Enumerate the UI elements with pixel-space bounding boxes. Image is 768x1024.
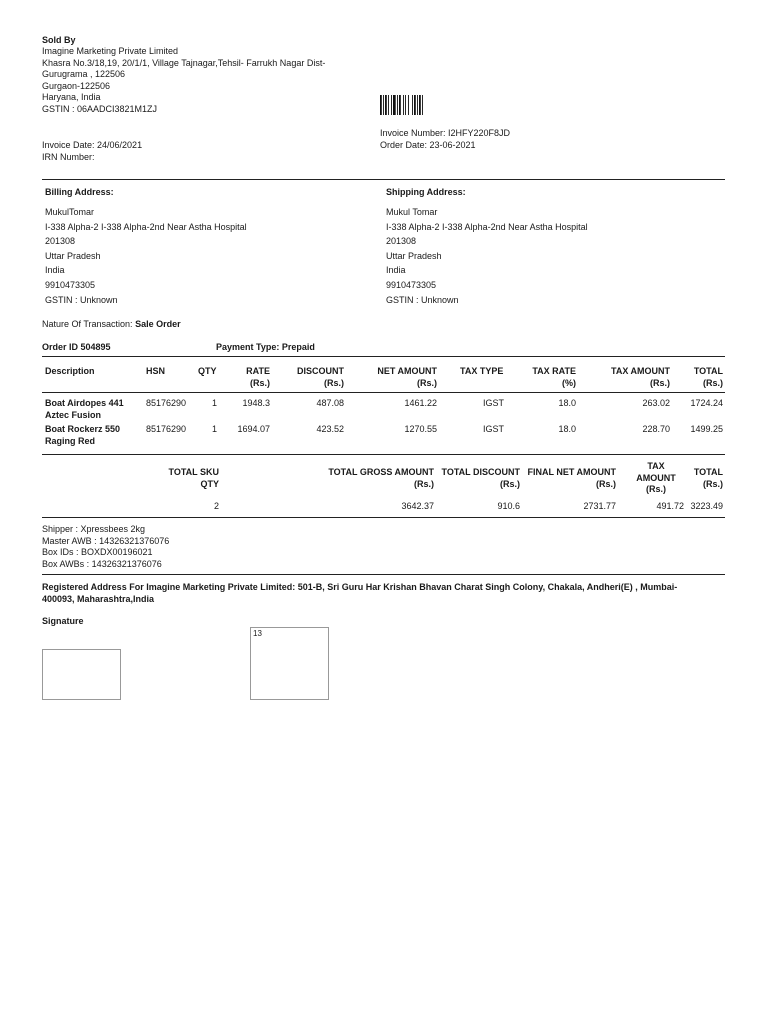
box-count-number: 13 bbox=[253, 629, 262, 638]
box-count-box bbox=[250, 627, 329, 700]
registered-address-line: 400093, Maharashtra,India bbox=[42, 593, 155, 604]
row-qty: 1 bbox=[212, 398, 218, 408]
seller-line: Imagine Marketing Private Limited bbox=[42, 46, 179, 56]
invoice-number: Invoice Number: I2HFY220F8JD bbox=[380, 128, 511, 138]
row-rate: 1694.07 bbox=[237, 424, 270, 434]
row-description bbox=[45, 424, 120, 447]
col-rate bbox=[200, 366, 270, 389]
seller-line: Gurgaon-122506 bbox=[42, 80, 111, 91]
shipping-address bbox=[386, 205, 588, 307]
master-awb: Master AWB : 14326321376076 bbox=[42, 535, 170, 546]
shipping-line: Mukul Tomar bbox=[386, 207, 438, 217]
total-discount-unit: (Rs.) bbox=[500, 478, 520, 489]
row-discount: 487.08 bbox=[316, 398, 344, 408]
total-sku-qty-header bbox=[140, 467, 219, 490]
total-sku-qty-label: QTY bbox=[200, 478, 219, 489]
final-net-header bbox=[520, 467, 616, 490]
seller-line: Haryana, India bbox=[42, 92, 101, 103]
box-ids: Box IDs : BOXDX00196021 bbox=[42, 547, 153, 558]
seller-line: Gurugrama , 122506 bbox=[42, 69, 126, 80]
col-tax-rate bbox=[506, 366, 576, 389]
seller-heading: Sold By bbox=[42, 35, 76, 45]
total-discount-value: 910.6 bbox=[497, 501, 520, 511]
total-gross-header bbox=[300, 467, 434, 490]
row-tax-amount: 228.70 bbox=[642, 424, 670, 434]
irn-number: IRN Number: bbox=[42, 151, 95, 162]
row-description-line: Boat Rockerz 550 bbox=[45, 424, 121, 434]
total-sku-qty-value: 2 bbox=[213, 501, 219, 511]
col-net-amount-unit: (Rs.) bbox=[417, 377, 437, 388]
col-total-unit: (Rs.) bbox=[703, 377, 723, 388]
shipping-line: 9910473305 bbox=[386, 279, 437, 290]
signature-label: Signature bbox=[42, 616, 84, 626]
divider bbox=[42, 392, 725, 393]
col-discount-unit: (Rs.) bbox=[324, 377, 344, 388]
col-hsn: HSN bbox=[146, 366, 166, 376]
order-date: Order Date: 23-06-2021 bbox=[380, 139, 476, 150]
col-total-label: TOTAL bbox=[693, 366, 723, 376]
billing-line: I-338 Alpha-2 I-338 Alpha-2nd Near Astha Hospital bbox=[45, 221, 247, 232]
divider bbox=[42, 356, 725, 357]
billing-line: MukulTomar bbox=[45, 207, 95, 217]
row-discount: 423.52 bbox=[316, 424, 344, 434]
row-tax-rate: 18.0 bbox=[558, 398, 576, 408]
total-tax-unit: (Rs.) bbox=[646, 484, 666, 494]
shipping-line: I-338 Alpha-2 I-338 Alpha-2nd Near Astha Hospital bbox=[386, 221, 588, 232]
total-sku-qty-label: TOTAL SKU bbox=[168, 467, 219, 477]
total-gross-label: TOTAL GROSS AMOUNT bbox=[328, 467, 434, 477]
invoice-info bbox=[380, 128, 510, 151]
invoice-date: Invoice Date: 24/06/2021 bbox=[42, 140, 143, 150]
total-gross-unit: (Rs.) bbox=[414, 478, 434, 489]
row-description-line: Boat Airdopes 441 bbox=[45, 398, 124, 408]
grand-total-value: 3223.49 bbox=[690, 501, 723, 511]
row-total: 1724.24 bbox=[690, 398, 723, 408]
row-hsn: 85176290 bbox=[146, 398, 187, 408]
barcode-image bbox=[380, 95, 438, 115]
row-net-amount: 1461.22 bbox=[404, 398, 437, 408]
transaction-value: Sale Order bbox=[135, 319, 181, 329]
total-tax-label: AMOUNT bbox=[636, 472, 676, 483]
billing-heading: Billing Address: bbox=[45, 187, 114, 197]
col-rate-unit: (Rs.) bbox=[250, 377, 270, 388]
divider bbox=[42, 454, 725, 455]
billing-line: 9910473305 bbox=[45, 279, 96, 290]
col-rate-label: RATE bbox=[246, 366, 270, 376]
col-total bbox=[670, 366, 723, 389]
col-discount bbox=[270, 366, 344, 389]
row-description-line: Aztec Fusion bbox=[45, 409, 102, 420]
billing-line: India bbox=[45, 265, 65, 276]
col-net-amount-label: NET AMOUNT bbox=[377, 366, 437, 376]
total-discount-label: TOTAL DISCOUNT bbox=[441, 467, 520, 477]
grand-total-label: TOTAL bbox=[693, 467, 723, 477]
col-tax-type: TAX TYPE bbox=[460, 366, 504, 376]
transaction-nature bbox=[42, 319, 181, 329]
total-discount-header bbox=[434, 467, 520, 490]
col-qty: QTY bbox=[198, 366, 217, 376]
registered-address bbox=[42, 582, 732, 605]
total-gross-value: 3642.37 bbox=[401, 501, 434, 511]
row-net-amount: 1270.55 bbox=[404, 424, 437, 434]
final-net-value: 2731.77 bbox=[583, 501, 616, 511]
seller-address bbox=[42, 46, 325, 116]
row-total: 1499.25 bbox=[690, 424, 723, 434]
invoice-dates bbox=[42, 140, 142, 163]
col-tax-rate-label: TAX RATE bbox=[532, 366, 576, 376]
billing-address bbox=[45, 205, 247, 307]
row-tax-amount: 263.02 bbox=[642, 398, 670, 408]
billing-line: GSTIN : Unknown bbox=[45, 294, 118, 305]
seller-gstin: GSTIN : 06AADCI3821M1ZJ bbox=[42, 103, 158, 114]
billing-line: 201308 bbox=[45, 236, 76, 247]
col-tax-amount bbox=[590, 366, 670, 389]
billing-line: Uttar Pradesh bbox=[45, 250, 101, 261]
row-description-line: Raging Red bbox=[45, 435, 96, 446]
col-discount-label: DISCOUNT bbox=[297, 366, 344, 376]
grand-total-header bbox=[684, 467, 723, 490]
row-tax-rate: 18.0 bbox=[558, 424, 576, 434]
shipment-info bbox=[42, 524, 169, 570]
col-description: Description bbox=[45, 366, 95, 376]
row-qty: 1 bbox=[212, 424, 218, 434]
total-tax-value: 491.72 bbox=[656, 501, 684, 511]
shipping-line: GSTIN : Unknown bbox=[386, 294, 459, 305]
row-description bbox=[45, 398, 124, 421]
final-net-unit: (Rs.) bbox=[596, 478, 616, 489]
total-tax-header bbox=[628, 461, 684, 496]
divider bbox=[42, 574, 725, 575]
shipping-heading: Shipping Address: bbox=[386, 187, 466, 197]
registered-address-line: Registered Address For Imagine Marketing Private Limited: 501-B, Sri Guru Har Krishan Bhavan Charat Singh Colony, Chakala, Andheri(E) , Mumbai- bbox=[42, 582, 678, 592]
shipping-line: 201308 bbox=[386, 236, 417, 247]
row-tax-type: IGST bbox=[483, 398, 505, 408]
transaction-label: Nature Of Transaction: bbox=[42, 319, 133, 329]
grand-total-unit: (Rs.) bbox=[703, 478, 723, 489]
seller-line: Khasra No.3/18,19, 20/1/1, Village Tajnagar,Tehsil- Farrukh Nagar Dist- bbox=[42, 57, 326, 68]
signature-box bbox=[42, 649, 121, 700]
shipper: Shipper : Xpressbees 2kg bbox=[42, 524, 146, 534]
shipping-line: Uttar Pradesh bbox=[386, 250, 442, 261]
col-tax-rate-unit: (%) bbox=[562, 377, 576, 388]
order-id: Order ID 504895 bbox=[42, 342, 111, 352]
row-hsn: 85176290 bbox=[146, 424, 187, 434]
payment-type: Payment Type: Prepaid bbox=[216, 342, 315, 352]
divider bbox=[42, 517, 725, 518]
row-rate: 1948.3 bbox=[242, 398, 270, 408]
total-tax-label: TAX bbox=[647, 461, 665, 471]
col-tax-amount-unit: (Rs.) bbox=[650, 377, 670, 388]
col-net-amount bbox=[344, 366, 437, 389]
box-awbs: Box AWBs : 14326321376076 bbox=[42, 558, 162, 569]
row-tax-type: IGST bbox=[483, 424, 505, 434]
divider bbox=[42, 179, 725, 180]
col-tax-amount-label: TAX AMOUNT bbox=[611, 366, 670, 376]
final-net-label: FINAL NET AMOUNT bbox=[527, 467, 616, 477]
shipping-line: India bbox=[386, 265, 406, 276]
